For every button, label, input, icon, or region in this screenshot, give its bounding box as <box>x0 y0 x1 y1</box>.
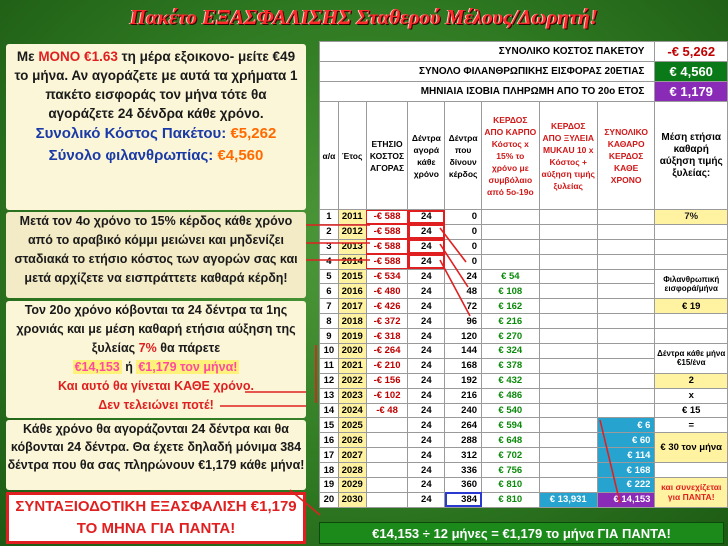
row-cost: -€ 426 <box>366 299 408 314</box>
row-cost <box>366 492 408 507</box>
side-cell: € 30 τον μήνα <box>655 433 728 463</box>
table-row <box>320 403 728 418</box>
row-year: 2028 <box>338 463 366 478</box>
row-yielding: 24 <box>445 269 482 284</box>
row-bought: 24 <box>408 254 445 269</box>
row-index: 8 <box>320 314 339 329</box>
table-row <box>320 254 728 269</box>
row-gum-profit: € 108 <box>482 284 540 299</box>
row-wood-profit <box>539 224 597 239</box>
row-net-profit: € 14,153 <box>597 492 655 507</box>
row-wood-profit <box>539 373 597 388</box>
col-header-gum: ΚΕΡΔΟΣ ΑΠΟ ΚΑΡΠΟ Κόστος x 15% το χρόνο με συμβόλαιο από 5ο-19ο <box>482 102 540 210</box>
row-index: 15 <box>320 418 339 433</box>
table-row <box>320 344 728 359</box>
col-header-yielding: Δέντρα που δίνουν κέρδος <box>445 102 482 210</box>
row-gum-profit <box>482 224 540 239</box>
row-bought: 24 <box>408 358 445 373</box>
row-yielding: 216 <box>445 388 482 403</box>
summary-label-3: ΜΗΝΙΑΙΑ ΙΣΟΒΙΑ ΠΛΗΡΩΜΗ ΑΠΟ ΤΟ 20ο ΕΤΟΣ <box>320 82 655 102</box>
row-year: 2025 <box>338 418 366 433</box>
row-bought: 24 <box>408 299 445 314</box>
side-cell: Δέντρα κάθε μήνα €15/ένα <box>655 344 728 374</box>
side-cell <box>655 224 728 239</box>
row-gum-profit: € 810 <box>482 478 540 493</box>
row-gum-profit: € 648 <box>482 433 540 448</box>
row-net-profit: € 60 <box>597 433 655 448</box>
row-gum-profit: € 324 <box>482 344 540 359</box>
col-header-cost: ΕΤΗΣΙΟ ΚΟΣΤΟΣ ΑΓΟΡΑΣ <box>366 102 408 210</box>
row-wood-profit <box>539 210 597 225</box>
row-cost <box>366 478 408 493</box>
col-header-wood: ΚΕΡΔΟΣ ΑΠΟ ΞΥΛΕΙΑ MUKAU 10 x Κόστος + αύξηση τιμής ξυλείας <box>539 102 597 210</box>
row-gum-profit: € 162 <box>482 299 540 314</box>
row-wood-profit <box>539 433 597 448</box>
row-net-profit: € 222 <box>597 478 655 493</box>
table-row <box>320 433 728 448</box>
row-yielding: 0 <box>445 210 482 225</box>
row-cost: -€ 318 <box>366 329 408 344</box>
plan-table <box>319 41 728 508</box>
row-yielding: 96 <box>445 314 482 329</box>
row-gum-profit: € 432 <box>482 373 540 388</box>
row-index: 9 <box>320 329 339 344</box>
side-cell: € 19 <box>655 299 728 314</box>
row-net-profit <box>597 388 655 403</box>
row-net-profit: € 168 <box>597 463 655 478</box>
row-index: 1 <box>320 210 339 225</box>
row-wood-profit <box>539 448 597 463</box>
row-wood-profit <box>539 418 597 433</box>
row-cost: -€ 372 <box>366 314 408 329</box>
row-index: 17 <box>320 448 339 463</box>
row-yielding: 264 <box>445 418 482 433</box>
row-bought: 24 <box>408 314 445 329</box>
side-cell <box>655 329 728 344</box>
row-net-profit <box>597 284 655 299</box>
side-cell: 2 <box>655 373 728 388</box>
perpetual-note: Κάθε χρόνο θα αγοράζονται 24 δέντρα και θα κόβονται 24 δέντρα. Θα έχετε δηλαδή μόνιμα 384 δέντρα που θα σας πληρώνουν €1,179 κάθε μήνα! <box>6 420 306 490</box>
row-cost: -€ 588 <box>366 254 408 269</box>
row-yielding: 192 <box>445 373 482 388</box>
row-year: 2013 <box>338 239 366 254</box>
side-cell: Φιλανθρωπική εισφορά/μήνα <box>655 269 728 299</box>
row-cost: -€ 588 <box>366 210 408 225</box>
table-row <box>320 314 728 329</box>
table-row <box>320 299 728 314</box>
table-row <box>320 329 728 344</box>
side-cell <box>655 254 728 269</box>
row-bought: 24 <box>408 492 445 507</box>
row-wood-profit <box>539 478 597 493</box>
row-bought: 24 <box>408 373 445 388</box>
row-gum-profit: € 594 <box>482 418 540 433</box>
row-year: 2030 <box>338 492 366 507</box>
row-bought: 24 <box>408 463 445 478</box>
row-wood-profit <box>539 388 597 403</box>
row-yielding: 336 <box>445 463 482 478</box>
row-index: 16 <box>320 433 339 448</box>
side-cell: € 15 <box>655 403 728 418</box>
row-yielding: 48 <box>445 284 482 299</box>
row-net-profit <box>597 269 655 284</box>
row-year: 2014 <box>338 254 366 269</box>
row-index: 20 <box>320 492 339 507</box>
row-cost: -€ 480 <box>366 284 408 299</box>
row-year: 2020 <box>338 344 366 359</box>
row-wood-profit: € 13,931 <box>539 492 597 507</box>
row-wood-profit <box>539 269 597 284</box>
row-net-profit: € 114 <box>597 448 655 463</box>
row-index: 11 <box>320 358 339 373</box>
row-index: 7 <box>320 299 339 314</box>
col-header-aa: α/α <box>320 102 339 210</box>
row-bought: 24 <box>408 239 445 254</box>
profit-note: Μετά τον 4ο χρόνο το 15% κέρδος κάθε χρόνο από το αραβικό κόμμι μειώνει και μηδενίζει σταδιακά το ετήσιο κόστος των αγορών σας και μετά αρχίζετε να εισπράττετε καθαρά κέρδη! <box>6 212 306 298</box>
side-cell <box>655 463 728 478</box>
row-gum-profit <box>482 254 540 269</box>
row-wood-profit <box>539 314 597 329</box>
row-year: 2021 <box>338 358 366 373</box>
table-row <box>320 269 728 284</box>
row-bought: 24 <box>408 403 445 418</box>
col-header-bought: Δέντρα αγορά κάθε χρόνο <box>408 102 445 210</box>
row-wood-profit <box>539 284 597 299</box>
table-row <box>320 373 728 388</box>
row-year: 2012 <box>338 224 366 239</box>
row-gum-profit: € 486 <box>482 388 540 403</box>
row-index: 19 <box>320 478 339 493</box>
row-wood-profit <box>539 403 597 418</box>
row-gum-profit: € 270 <box>482 329 540 344</box>
row-bought: 24 <box>408 448 445 463</box>
table-row <box>320 463 728 478</box>
row-index: 3 <box>320 239 339 254</box>
side-cell: και συνεχίζεται για ΠΑΝΤΑ! <box>655 478 728 508</box>
row-yielding: 360 <box>445 478 482 493</box>
row-cost: -€ 156 <box>366 373 408 388</box>
summary-label-1: ΣΥΝΟΛΙΚΟ ΚΟΣΤΟΣ ΠΑΚΕΤΟΥ <box>320 42 655 62</box>
row-yielding: 168 <box>445 358 482 373</box>
row-year: 2026 <box>338 433 366 448</box>
row-net-profit <box>597 373 655 388</box>
total-cost-line: Συνολικό Κόστος Πακέτου: €5,262 <box>35 125 277 142</box>
row-gum-profit: € 756 <box>482 463 540 478</box>
col-header-net: ΣΥΝΟΛΙΚΟ ΚΑΘΑΡΟ ΚΕΡΔΟΣ ΚΑΘΕ ΧΡΟΝΟ <box>597 102 655 210</box>
row-yielding: 0 <box>445 239 482 254</box>
row-year: 2016 <box>338 284 366 299</box>
row-bought: 24 <box>408 210 445 225</box>
row-index: 13 <box>320 388 339 403</box>
side-cell: x <box>655 388 728 403</box>
total-philanthropy-line: Σύνολο φιλανθρωπίας: €4,560 <box>48 147 264 164</box>
row-net-profit <box>597 299 655 314</box>
row-index: 6 <box>320 284 339 299</box>
harvest-note: Τον 20ο χρόνο κόβονται τα 24 δέντρα τα 1ης χρονιάς και με μέση καθαρή ετήσια αύξηση της ξυλείας 7% θα πάρετε €14,153 ή €1,179 τον μήνα! Και αυτό θα γίνεται ΚΑΘΕ χρόνο. Δεν τελειώνει ποτέ! <box>6 301 306 418</box>
row-gum-profit: € 810 <box>482 492 540 507</box>
row-bought: 24 <box>408 329 445 344</box>
row-bought: 24 <box>408 418 445 433</box>
row-index: 14 <box>320 403 339 418</box>
row-index: 10 <box>320 344 339 359</box>
row-wood-profit <box>539 239 597 254</box>
col-header-year: Έτος <box>338 102 366 210</box>
row-bought: 24 <box>408 269 445 284</box>
row-year: 2019 <box>338 329 366 344</box>
row-net-profit <box>597 344 655 359</box>
row-net-profit <box>597 210 655 225</box>
row-wood-profit <box>539 463 597 478</box>
intro-text: Με ΜΟΝΟ €1.63 τη μέρα εξοικονο- μείτε €49 το μήνα. Αν αγοράζετε με αυτά τα χρήματα 1 πακέτο εισφοράς τον μήνα τότε θα αγοράζετε 24 δένδρα κάθε χρόνο. <box>14 49 298 121</box>
row-year: 2023 <box>338 388 366 403</box>
row-yielding: 72 <box>445 299 482 314</box>
row-net-profit <box>597 254 655 269</box>
row-gum-profit <box>482 210 540 225</box>
side-cell <box>655 314 728 329</box>
row-year: 2022 <box>338 373 366 388</box>
row-net-profit <box>597 403 655 418</box>
row-gum-profit: € 216 <box>482 314 540 329</box>
row-wood-profit <box>539 358 597 373</box>
row-year: 2017 <box>338 299 366 314</box>
row-gum-profit <box>482 239 540 254</box>
row-gum-profit: € 378 <box>482 358 540 373</box>
row-year: 2027 <box>338 448 366 463</box>
row-cost: -€ 210 <box>366 358 408 373</box>
row-index: 2 <box>320 224 339 239</box>
row-yielding: 384 <box>445 492 482 507</box>
row-index: 12 <box>320 373 339 388</box>
row-yielding: 312 <box>445 448 482 463</box>
row-cost: -€ 588 <box>366 224 408 239</box>
row-wood-profit <box>539 344 597 359</box>
row-wood-profit <box>539 329 597 344</box>
row-net-profit <box>597 358 655 373</box>
row-cost: -€ 264 <box>366 344 408 359</box>
row-year: 2011 <box>338 210 366 225</box>
table-row <box>320 239 728 254</box>
footer-banner: €14,153 ÷ 12 μήνες = €1,179 το μήνα ΓΙΑ ΠΑΝΤΑ! <box>319 522 724 544</box>
row-cost: -€ 102 <box>366 388 408 403</box>
row-cost: -€ 48 <box>366 403 408 418</box>
row-index: 18 <box>320 463 339 478</box>
row-gum-profit: € 54 <box>482 269 540 284</box>
row-cost <box>366 463 408 478</box>
row-yielding: 144 <box>445 344 482 359</box>
row-wood-profit <box>539 299 597 314</box>
row-year: 2024 <box>338 403 366 418</box>
row-bought: 24 <box>408 478 445 493</box>
row-gum-profit: € 702 <box>482 448 540 463</box>
row-year: 2015 <box>338 269 366 284</box>
row-cost: -€ 534 <box>366 269 408 284</box>
row-cost <box>366 418 408 433</box>
row-net-profit <box>597 224 655 239</box>
row-yielding: 0 <box>445 224 482 239</box>
summary-value-2: € 4,560 <box>655 62 728 82</box>
side-cell: = <box>655 418 728 433</box>
row-index: 5 <box>320 269 339 284</box>
row-yielding: 0 <box>445 254 482 269</box>
side-cell <box>655 239 728 254</box>
row-yielding: 120 <box>445 329 482 344</box>
table-row <box>320 478 728 493</box>
table-row <box>320 224 728 239</box>
row-yielding: 288 <box>445 433 482 448</box>
row-net-profit <box>597 239 655 254</box>
col-header-side: Μέση ετήσια καθαρή αύξηση τιμής ξυλείας: <box>655 102 728 210</box>
row-net-profit <box>597 314 655 329</box>
table-row <box>320 210 728 225</box>
page-title: Πακέτο ΕΞΑΣΦΑΛΙΣΗΣ Σταθερού Μέλους/Δωρητή! <box>129 5 599 29</box>
row-cost <box>366 448 408 463</box>
row-gum-profit: € 540 <box>482 403 540 418</box>
row-year: 2018 <box>338 314 366 329</box>
row-cost <box>366 433 408 448</box>
row-bought: 24 <box>408 224 445 239</box>
row-bought: 24 <box>408 344 445 359</box>
summary-value-3: € 1,179 <box>655 82 728 102</box>
row-cost: -€ 588 <box>366 239 408 254</box>
row-yielding: 240 <box>445 403 482 418</box>
row-bought: 24 <box>408 433 445 448</box>
row-index: 4 <box>320 254 339 269</box>
summary-label-2: ΣΥΝΟΛΟ ΦΙΛΑΝΘΡΩΠΙΚΗΣ ΕΙΣΦΟΡΑΣ 20ΕΤΙΑΣ <box>320 62 655 82</box>
row-net-profit: € 6 <box>597 418 655 433</box>
row-wood-profit <box>539 254 597 269</box>
intro-panel <box>6 44 306 210</box>
row-year: 2029 <box>338 478 366 493</box>
row-bought: 24 <box>408 388 445 403</box>
pension-banner: ΣΥΝΤΑΞΙΟΔΟΤΙΚΗ ΕΞΑΣΦΑΛΙΣΗ €1,179 ΤΟ ΜΗΝΑ ΓΙΑ ΠΑΝΤΑ! <box>6 492 306 544</box>
table-row <box>320 418 728 433</box>
row-net-profit <box>597 329 655 344</box>
side-cell: 7% <box>655 210 728 225</box>
table-row <box>320 388 728 403</box>
row-bought: 24 <box>408 284 445 299</box>
summary-value-1: -€ 5,262 <box>655 42 728 62</box>
